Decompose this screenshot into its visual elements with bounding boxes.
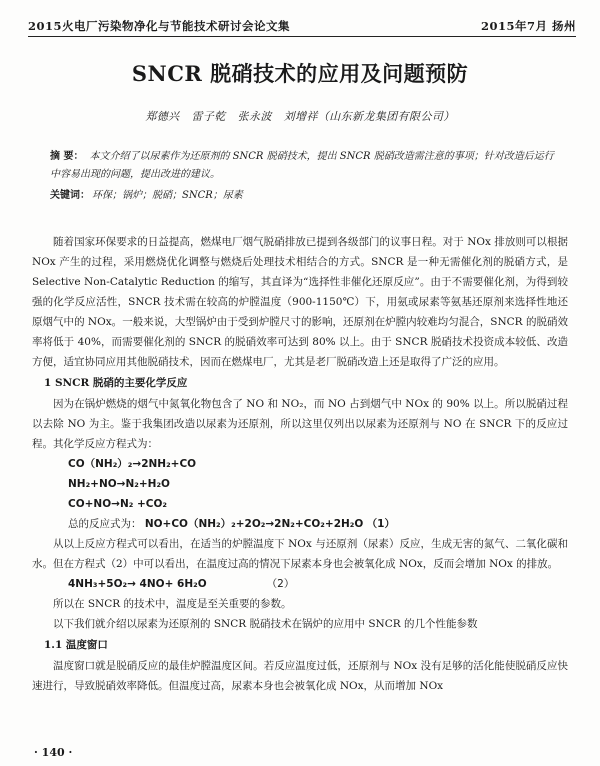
- keywords-label: 关键词：: [50, 190, 90, 201]
- reaction-paragraph: 因为在锅炉燃烧的烟气中氮氧化物包含了 NO 和 NO₂，而 NO 占到烟气中 NOx 的 90% 以上。所以脱硝过程以去除 NO 为主。鉴于我集团改造以尿素为还原剂，所以这里仅列出以尿素为还原剂与 NO 在 SNCR 下的反应过程。其化学反应方程式为：: [32, 398, 568, 450]
- running-header: [28, 16, 576, 37]
- abstract-text: 本文介绍了以尿素作为还原剂的 SNCR 脱硝技术，提出 SNCR 脱硝改造需注意的事项；针对改造后运行中容易出现的问题，提出改进的建议。: [50, 151, 554, 180]
- equation-nh3-number: （2）: [266, 578, 295, 590]
- keywords-text: 环保；锅炉；脱硝；SNCR；尿素: [92, 190, 243, 201]
- header-date-place: 2015年7月 扬州: [480, 19, 576, 33]
- reaction-analysis-paragraph: 从以上反应方程式可以看出，在适当的炉膛温度下 NOx 与还原剂（尿素）反应，生成无害的氮气、二氧化碳和水。但在方程式（2）中可以看出，在温度过高的情况下尿素本身也会被氧化成 NOx，反而会增加 NOx 的排放。: [32, 538, 568, 570]
- equation-co-no: CO+NO→N₂ +CO₂: [68, 498, 168, 510]
- equation-urea-decomposition: CO（NH₂）₂→2NH₂+CO: [68, 458, 197, 470]
- author-affiliation: 刘增祥（山东新龙集团有限公司）: [283, 110, 455, 123]
- intro-paragraph: 随着国家环保要求的日益提高，燃煤电厂烟气脱硝排放已提到各级部门的议事日程。对于 NOx 排放则可以根据 NOx 产生的过程，采用燃烧优化调整与燃烧后处理技术相结合的方式。SNCR 是一种无需催化剂的脱硝方式，是 Selective Non-Catalytic Reduction 的缩写，其直译为“选择性非催化还原反应”。由于不需要催化剂，为得到较强的化学反应活性，SNCR 技术需在较高的炉膛温度（900-1150℃）下，用氨或尿素等氨基还原剂来选择性地还原烟气中的 NOx。一般来说，大型锅炉由于受到炉膛尺寸的影响，还原剂在炉膛内较难均匀混合，SNCR 的脱硝效率将低于 40%，而需要催化剂的 SNCR 的脱硝效率可达到 80% 以上。由于 SNCR 脱硝技术投资成本较低、改造方便，适宜协同应用其他脱硝技术，因而在燃煤电厂，尤其是老厂脱硝改造上还是取得了广泛的应用。: [32, 236, 568, 368]
- author: 张永波: [237, 110, 272, 123]
- equation-nh2-no: NH₂+NO→N₂+H₂O: [68, 478, 170, 490]
- header-proceedings-title: 2015火电厂污染物净化与节能技术研讨会论文集: [28, 19, 291, 33]
- section-heading-1: 1 SNCR 脱硝的主要化学反应: [44, 377, 188, 389]
- author-list: [0, 108, 600, 124]
- temperature-note: 所以在 SNCR 的技术中，温度是至关重要的参数。: [53, 598, 292, 610]
- parameters-intro: 以下我们就介绍以尿素为还原剂的 SNCR 脱硝技术在锅炉的应用中 SNCR 的几个性能参数: [53, 618, 478, 630]
- keywords: [50, 186, 558, 201]
- paper-title: SNCR 脱硝技术的应用及问题预防: [131, 61, 469, 86]
- temperature-window-paragraph: 温度窗口就是脱硝反应的最佳炉膛温度区间。若反应温度过低，还原剂与 NOx 没有足够的活化能使脱硝反应快速进行，导致脱硝效率降低。但温度过高，尿素本身也会被氧化成 NOx，从而增加 NOx: [32, 660, 568, 692]
- abstract-label: 摘 要：: [50, 151, 84, 162]
- equation-nh3-formula: 4NH₃+5O₂→ 4NO+ 6H₂O: [68, 578, 207, 590]
- abstract: [50, 148, 558, 184]
- section-heading-1-1: 1.1 温度窗口: [44, 639, 108, 651]
- body-text: [32, 232, 568, 696]
- author: 郑德兴: [145, 110, 180, 123]
- equation-total-number: （1）: [366, 518, 395, 530]
- equation-total: [32, 514, 568, 534]
- equation-total-label: 总的反应式为：: [68, 518, 142, 530]
- equation-total-formula: NO+CO（NH₂）₂+2O₂→2N₂+CO₂+2H₂O: [144, 518, 364, 530]
- author: 雷子乾: [191, 110, 226, 123]
- page-number: · 140 ·: [34, 746, 73, 759]
- equation-nh3-oxidation: [32, 574, 568, 594]
